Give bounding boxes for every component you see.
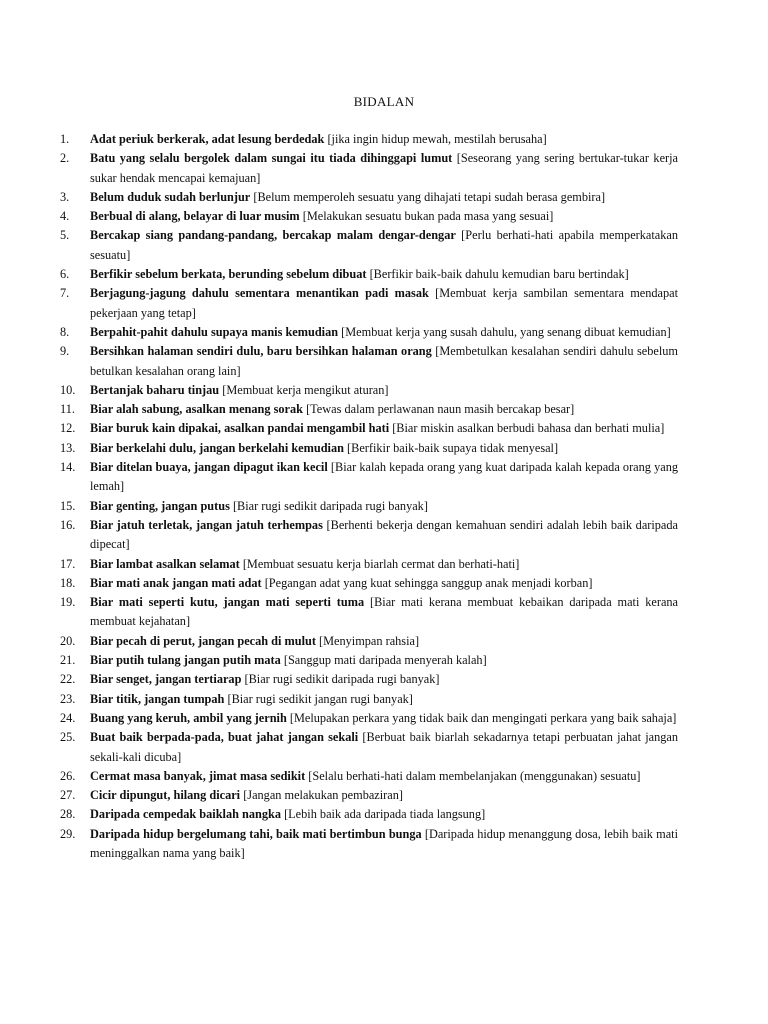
item-number: 19.: [60, 595, 76, 610]
item-number: 13.: [60, 440, 76, 455]
item-number: 25.: [60, 730, 76, 745]
meaning-text: [Biar rugi sedikit daripada rugi banyak]: [244, 672, 440, 687]
meaning-text: [Selalu berhati-hati dalam membelanjakan (menggunakan) sesuatu]: [308, 768, 641, 783]
list-item: [60, 825, 678, 864]
list-item: [60, 786, 678, 805]
proverb-text: Biar jatuh terletak, jangan jatuh terhempas: [90, 517, 323, 532]
meaning-text: [Sanggup mati daripada menyerah kalah]: [283, 653, 487, 668]
proverb-text: Berbual di alang, belayar di luar musim: [90, 209, 300, 224]
list-item: [60, 670, 678, 689]
proverb-text: Cermat masa banyak, jimat masa sedikit: [90, 768, 306, 783]
list-item: [60, 207, 678, 226]
item-number: 11.: [60, 402, 75, 417]
list-item: [60, 284, 678, 323]
item-number: 1.: [60, 132, 70, 146]
meaning-text: [Menyimpan rahsia]: [319, 633, 420, 648]
item-number: 24.: [60, 710, 76, 725]
meaning-text: [Berbuat baik biarlah sekadarnya tetapi perbuatan jahat jangan sekali-kali dicuba]: [90, 730, 679, 764]
meaning-text: [Biar rugi sedikit jangan rugi banyak]: [227, 691, 413, 706]
proverb-text: Batu yang selalu bergolek dalam sungai itu tiada dihinggapi lumut: [90, 151, 453, 166]
proverb-text: Biar berkelahi dulu, jangan berkelahi kemudian: [90, 440, 344, 455]
proverb-text: Berjagung-jagung dahulu sementara menantikan padi masak: [90, 286, 429, 301]
item-number: 16.: [60, 517, 76, 532]
proverb-text: Biar pecah di perut, jangan pecah di mulut: [90, 633, 316, 648]
list-item: [60, 690, 678, 709]
item-number: 27.: [60, 788, 76, 803]
item-number: 12.: [60, 421, 76, 436]
meaning-text: [Berhenti bekerja dengan kemahuan sendiri adalah lebih baik daripada dipecat]: [90, 517, 678, 552]
proverb-text: Biar ditelan buaya, jangan dipagut ikan kecil: [90, 460, 328, 475]
item-number: 8.: [60, 324, 70, 339]
item-number: 21.: [60, 653, 76, 668]
meaning-text: [jika ingin hidup mewah, mestilah berusaha]: [327, 132, 547, 146]
list-item: [60, 458, 678, 497]
list-item: [60, 323, 678, 342]
item-number: 22.: [60, 672, 76, 687]
item-number: 26.: [60, 768, 76, 783]
meaning-text: [Belum memperoleh sesuatu yang dihajati tetapi sudah berasa gembira]: [253, 189, 606, 204]
list-item: [60, 265, 678, 284]
list-item: [60, 226, 678, 265]
proverb-text: Biar genting, jangan putus: [90, 498, 230, 513]
meaning-text: [Melakukan sesuatu bukan pada masa yang sesuai]: [302, 209, 554, 224]
proverb-text: Biar mati seperti kutu, jangan mati seperti tuma: [90, 595, 365, 610]
proverb-text: Buang yang keruh, ambil yang jernih: [90, 710, 287, 725]
item-number: 14.: [60, 460, 76, 475]
list-item: [60, 381, 678, 400]
meaning-text: [Pegangan adat yang kuat sehingga sanggup anak menjadi korban]: [264, 575, 593, 590]
item-number: 9.: [60, 344, 70, 359]
item-number: 5.: [60, 228, 70, 243]
item-number: 7.: [60, 286, 70, 301]
list-item: [60, 497, 678, 516]
item-number: 10.: [60, 382, 76, 397]
list-item: [60, 419, 678, 438]
item-number: 2.: [60, 151, 70, 166]
proverb-text: Berfikir sebelum berkata, berunding sebelum dibuat: [90, 267, 367, 282]
meaning-text: [Biar miskin asalkan berbudi bahasa dan berhati mulia]: [392, 421, 665, 436]
list-item: [60, 709, 678, 728]
proverb-text: Biar lambat asalkan selamat: [90, 556, 240, 571]
meaning-text: [Melupakan perkara yang tidak baik dan mengingati perkara yang baik sahaja]: [289, 710, 677, 725]
list-item: [60, 516, 678, 555]
proverb-text: Biar senget, jangan tertiarap: [90, 672, 242, 687]
list-item: [60, 767, 678, 786]
item-number: 3.: [60, 189, 70, 204]
meaning-text: [Biar kalah kepada orang yang kuat daripada kalah kepada orang yang lemah]: [90, 460, 678, 494]
meaning-text: [Membuat kerja sambilan sementara mendapat pekerjaan yang tetap]: [90, 286, 678, 320]
item-number: 29.: [60, 826, 76, 841]
item-number: 23.: [60, 691, 76, 706]
proverb-text: Bersihkan halaman sendiri dulu, baru bersihkan halaman orang: [90, 344, 432, 359]
item-number: 17.: [60, 556, 76, 571]
list-item: [60, 400, 678, 419]
item-number: 15.: [60, 498, 76, 513]
proverb-text: Cicir dipungut, hilang dicari: [90, 788, 241, 803]
proverb-list: [60, 130, 678, 863]
list-item: [60, 632, 678, 651]
proverb-text: Biar putih tulang jangan putih mata: [90, 653, 281, 668]
page-title: BIDALAN: [353, 94, 415, 109]
proverb-text: Biar alah sabung, asalkan menang sorak: [90, 402, 303, 417]
meaning-text: [Membuat kerja yang susah dahulu, yang senang dibuat kemudian]: [341, 324, 671, 339]
list-item: [60, 439, 678, 458]
meaning-text: [Biar mati kerana membuat kebaikan daripada mati kerana membuat kejahatan]: [90, 595, 679, 629]
meaning-text: [Membuat kerja mengikut aturan]: [222, 382, 389, 397]
meaning-text: [Jangan melakukan pembaziran]: [243, 788, 403, 803]
list-item: [60, 574, 678, 593]
proverb-text: Daripada cempedak baiklah nangka: [90, 807, 281, 822]
proverb-text: Biar buruk kain dipakai, asalkan pandai mengambil hati: [90, 421, 390, 436]
meaning-text: [Daripada hidup menanggung dosa, lebih baik mati meninggalkan nama yang baik]: [90, 826, 678, 860]
item-number: 6.: [60, 267, 70, 282]
list-item: [60, 342, 678, 381]
list-item: [60, 149, 678, 188]
list-item: [60, 593, 678, 632]
meaning-text: [Membetulkan kesalahan sendiri dahulu sebelum betulkan kesalahan orang lain]: [90, 344, 678, 378]
list-item: [60, 805, 678, 824]
meaning-text: [Perlu berhati-hati apabila memperkatakan sesuatu]: [90, 228, 678, 262]
proverb-text: Biar mati anak jangan mati adat: [90, 575, 262, 590]
meaning-text: [Biar rugi sedikit daripada rugi banyak]: [232, 498, 428, 513]
item-number: 28.: [60, 807, 76, 822]
proverb-text: Daripada hidup bergelumang tahi, baik mati bertimbun bunga: [90, 826, 422, 841]
meaning-text: [Berfikir baik-baik dahulu kemudian baru bertindak]: [369, 267, 629, 282]
list-item: [60, 651, 678, 670]
list-item: [60, 130, 678, 149]
proverb-text: Bercakap siang pandang-pandang, bercakap malam dengar-dengar: [90, 228, 456, 243]
list-item: [60, 728, 678, 767]
item-number: 18.: [60, 575, 76, 590]
proverb-text: Buat baik berpada-pada, buat jahat jangan sekali: [90, 730, 359, 745]
list-item: [60, 555, 678, 574]
list-item: [60, 188, 678, 207]
meaning-text: [Berfikir baik-baik supaya tidak menyesal]: [347, 440, 559, 455]
proverb-text: Bertanjak baharu tinjau: [90, 382, 220, 397]
meaning-text: [Lebih baik ada daripada tiada langsung]: [284, 807, 486, 822]
proverb-text: Biar titik, jangan tumpah: [90, 691, 225, 706]
meaning-text: [Tewas dalam perlawanan naun masih bercakap besar]: [306, 402, 575, 417]
proverb-text: Adat periuk berkerak, adat lesung berdedak: [90, 132, 325, 146]
meaning-text: [Membuat sesuatu kerja biarlah cermat dan berhati-hati]: [242, 556, 520, 571]
item-number: 4.: [60, 209, 70, 224]
item-number: 20.: [60, 633, 76, 648]
meaning-text: [Seseorang yang sering bertukar-tukar kerja sukar hendak mencapai kemajuan]: [90, 151, 678, 185]
proverb-text: Belum duduk sudah berlunjur: [90, 189, 251, 204]
proverb-text: Berpahit-pahit dahulu supaya manis kemudian: [90, 324, 339, 339]
